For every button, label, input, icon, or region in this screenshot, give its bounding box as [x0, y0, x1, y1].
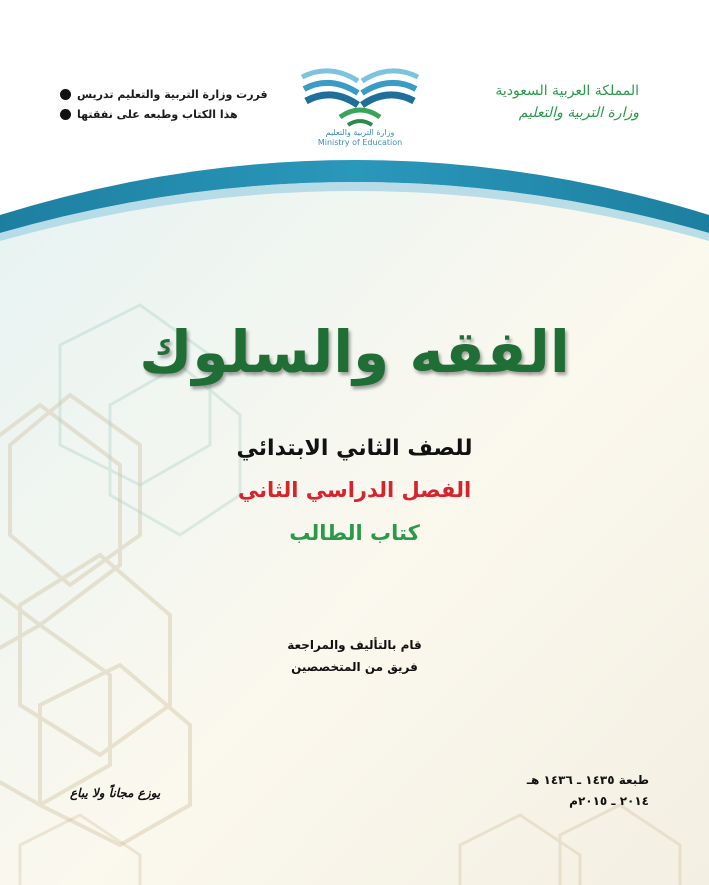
approval-line-1: قررت وزارة التربية والتعليم تدريس [77, 87, 268, 101]
approval-row [60, 104, 270, 124]
kingdom-label [495, 80, 639, 124]
logo-caption-ar: وزارة التربية والتعليم [325, 128, 395, 137]
authors-line-1: قام بالتأليف والمراجعة [287, 638, 422, 652]
edition-hijri: طبعة ١٤٣٥ ـ ١٤٣٦ هـ [526, 773, 649, 787]
ministry-name: وزارة التربية والتعليم [518, 105, 639, 121]
authors-line-2: فريق من المتخصصين [291, 660, 418, 674]
term-label: الفصل الدراسي الثاني [237, 478, 472, 502]
approval-notice [60, 84, 270, 124]
bullet-icon [60, 89, 71, 100]
book-type-label: كتاب الطالب [289, 521, 420, 545]
book-title: الفقه والسلوك [139, 318, 570, 386]
grade-label: للصف الثاني الابتدائي [236, 436, 473, 461]
approval-line-2: هذا الكتاب وطبعه على نفقتها [77, 107, 238, 121]
approval-row [60, 84, 270, 104]
logo-caption-en: Ministry of Education [317, 138, 403, 147]
edition-gregorian: ٢٠١٤ ـ ٢٠١٥م [569, 794, 649, 808]
kingdom-name: المملكة العربية السعودية [495, 83, 639, 99]
free-distribution-note: يوزع مجاناً ولا يباع [70, 786, 161, 800]
edition-info [527, 770, 649, 812]
bullet-icon [60, 109, 71, 120]
